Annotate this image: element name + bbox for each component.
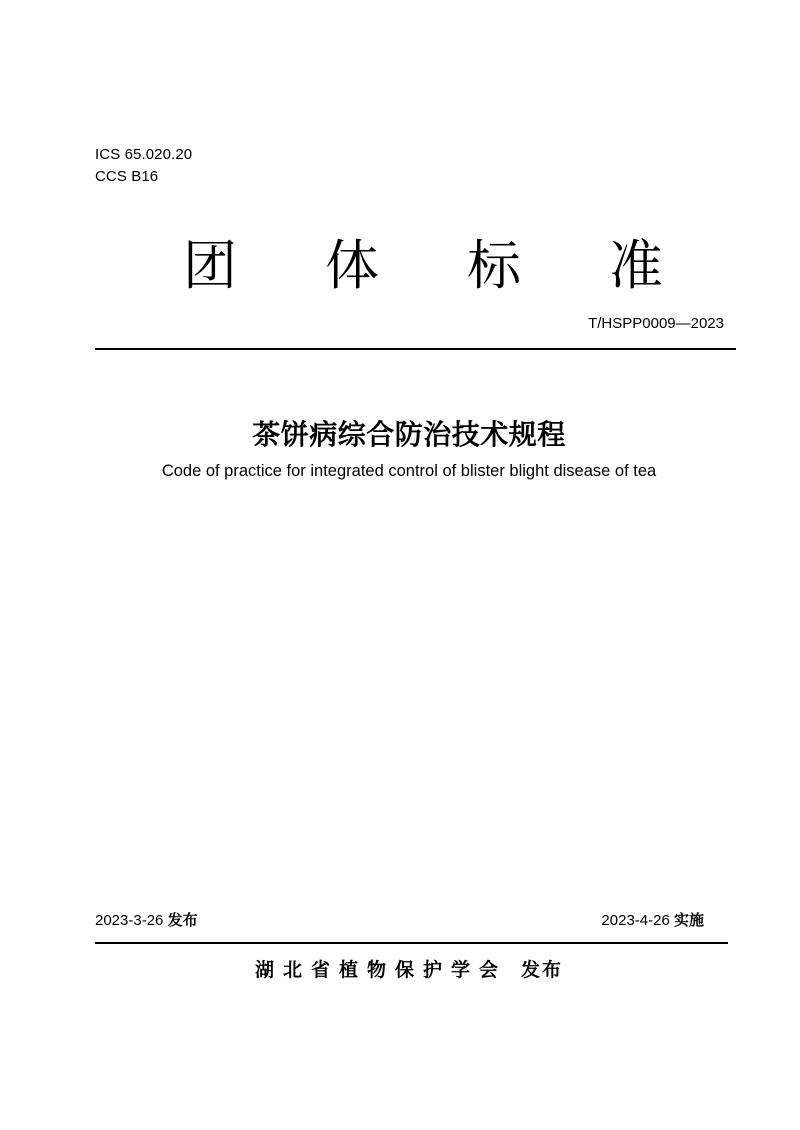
standard-type-char-3: 标 (467, 234, 521, 297)
standard-type-char-2: 体 (325, 234, 379, 297)
publisher-organization: 湖北省植物保护学会 (254, 959, 507, 981)
ics-code: ICS 65.020.20 (95, 146, 193, 163)
issue-date-line (95, 909, 198, 930)
document-title-chinese: 茶饼病综合防治技术规程 (252, 418, 566, 451)
classification-codes (95, 144, 192, 188)
implementation-date: 2023-4-26 (601, 912, 670, 929)
document-title-english: Code of practice for integrated control of blister blight disease of tea (161, 462, 657, 480)
implementation-label: 实施 (673, 911, 704, 929)
implementation-date-line (601, 909, 704, 930)
ccs-code: CCS B16 (95, 168, 159, 185)
standard-type-char-1: 团 (183, 234, 237, 297)
standard-number: T/HSPP0009—2023 (588, 315, 724, 332)
issue-label: 发布 (167, 911, 198, 929)
publisher-line (0, 956, 800, 984)
header-divider (95, 348, 736, 350)
publisher-action: 发布 (521, 959, 564, 981)
standard-type-char-4: 准 (609, 234, 663, 297)
standard-type-heading (95, 234, 735, 298)
footer-divider (95, 942, 728, 944)
issue-date: 2023-3-26 (95, 912, 164, 929)
